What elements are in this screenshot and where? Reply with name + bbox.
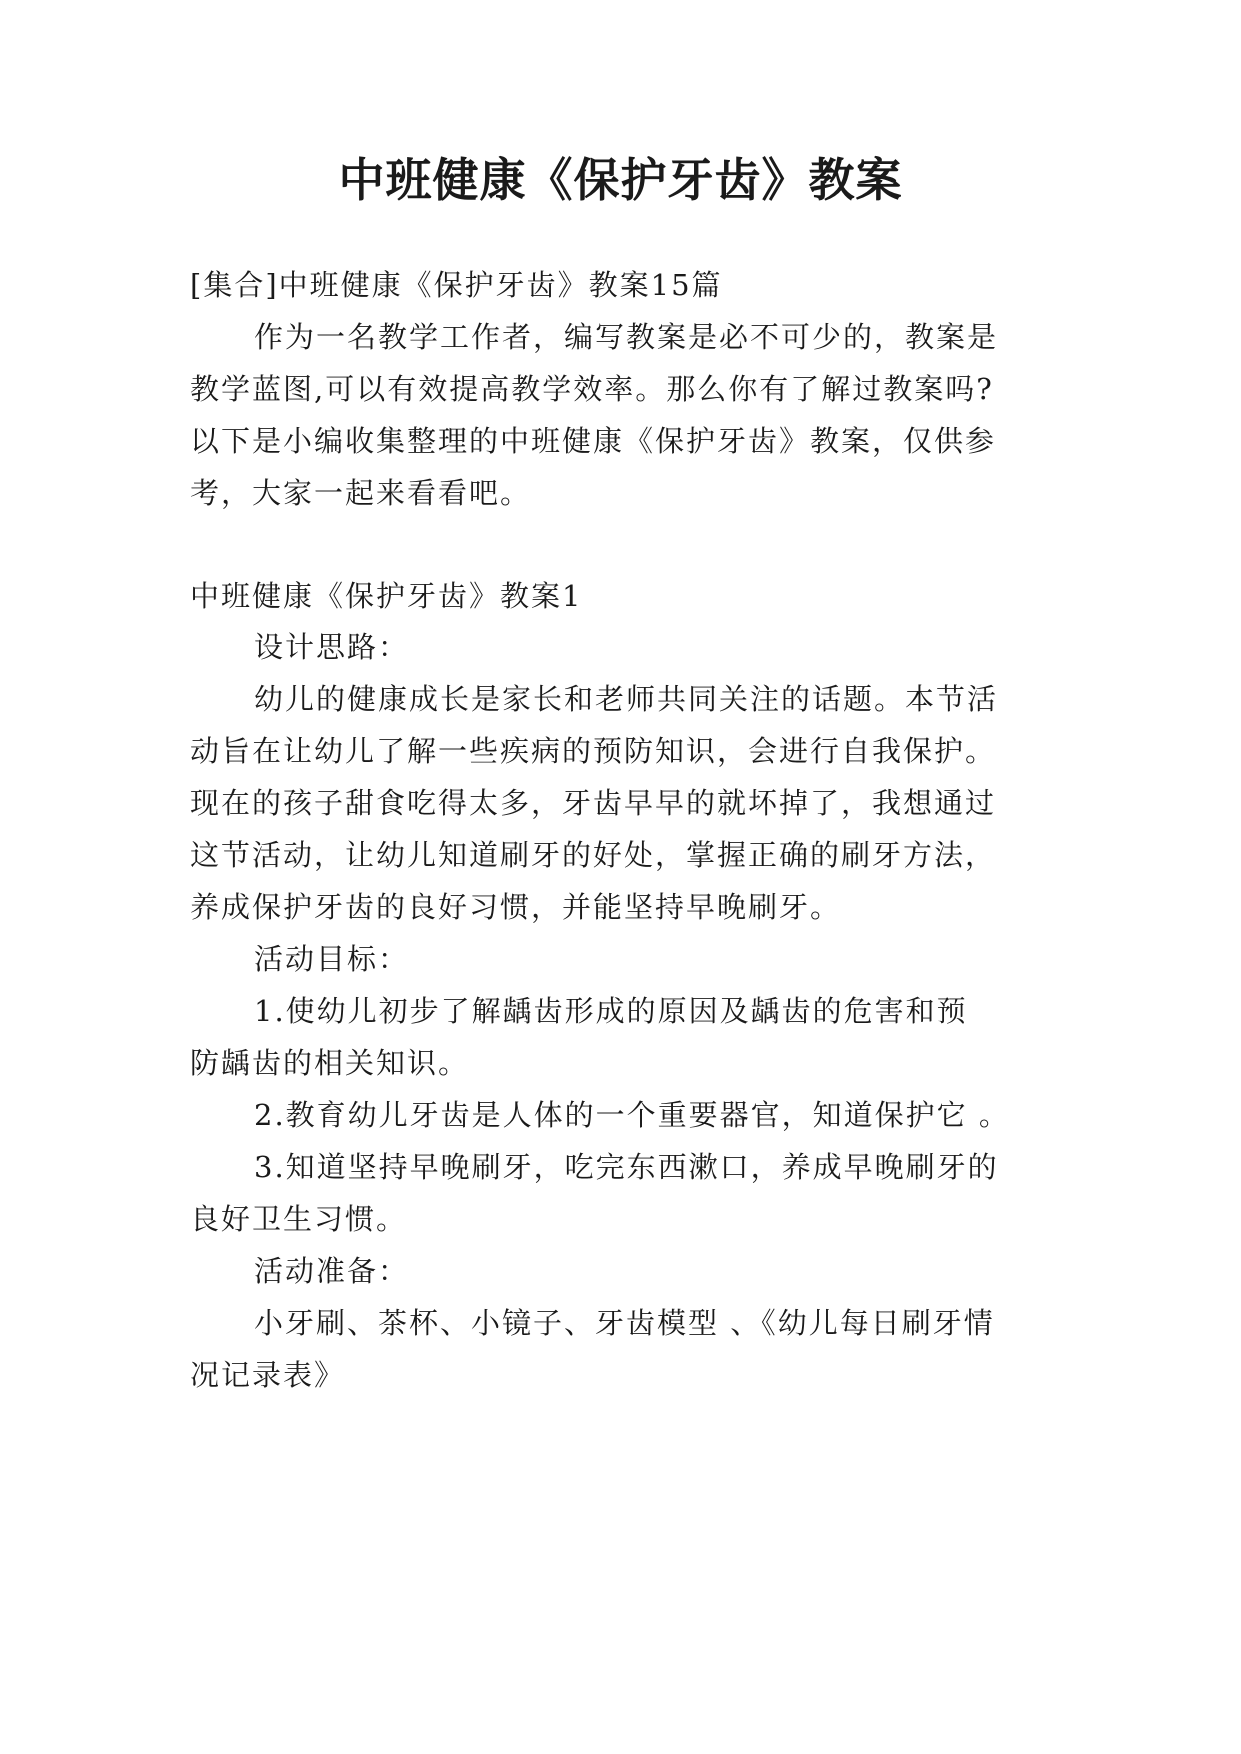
paragraph-line-1: 幼儿的健康成长是家长和老师共同关注的话题。本节活 bbox=[254, 682, 999, 716]
goal-1-line-2: 防龋齿的相关知识。 bbox=[190, 1046, 470, 1080]
goal-2-line: 2.教育幼儿牙齿是人体的一个重要器官，知道保护它 。 bbox=[254, 1098, 1010, 1132]
goal-1-line-1: 1.使幼儿初步了解龋齿形成的原因及龋齿的危害和预 bbox=[254, 994, 968, 1028]
goal-3-line-1: 3.知道坚持早晚刷牙，吃完东西漱口，养成早晚刷牙的 bbox=[254, 1150, 999, 1184]
intro-line-3: 以下是小编收集整理的中班健康《保护牙齿》教案，仅供参 bbox=[190, 424, 997, 458]
prep-line-2: 况记录表》 bbox=[190, 1358, 346, 1392]
intro-line-2: 教学蓝图,可以有效提高教学效率。那么你有了解过教案吗? bbox=[190, 372, 994, 406]
section-heading: 中班健康《保护牙齿》教案1 bbox=[190, 579, 583, 613]
subtitle-line: [集合]中班健康《保护牙齿》教案15篇 bbox=[190, 268, 723, 302]
activity-goals-heading: 活动目标： bbox=[254, 942, 410, 976]
prep-line-1: 小牙刷、茶杯、小镜子、牙齿模型 、《幼儿每日刷牙情 bbox=[254, 1306, 995, 1340]
design-thought-heading: 设计思路： bbox=[254, 630, 410, 664]
intro-line-1: 作为一名教学工作者，编写教案是必不可少的，教案是 bbox=[254, 320, 999, 354]
paragraph-line-4: 这节活动，让幼儿知道刷牙的好处，掌握正确的刷牙方法， bbox=[190, 838, 997, 872]
paragraph-line-3: 现在的孩子甜食吃得太多，牙齿早早的就坏掉了，我想通过 bbox=[190, 786, 997, 820]
paragraph-line-2: 动旨在让幼儿了解一些疾病的预防知识，会进行自我保护。 bbox=[190, 734, 997, 768]
activity-prep-heading: 活动准备： bbox=[254, 1254, 410, 1288]
document-title: 中班健康《保护牙齿》教案 bbox=[338, 153, 903, 207]
intro-line-4: 考，大家一起来看看吧。 bbox=[190, 476, 532, 510]
paragraph-line-5: 养成保护牙齿的良好习惯，并能坚持早晚刷牙。 bbox=[190, 890, 842, 924]
goal-3-line-2: 良好卫生习惯。 bbox=[190, 1202, 408, 1236]
